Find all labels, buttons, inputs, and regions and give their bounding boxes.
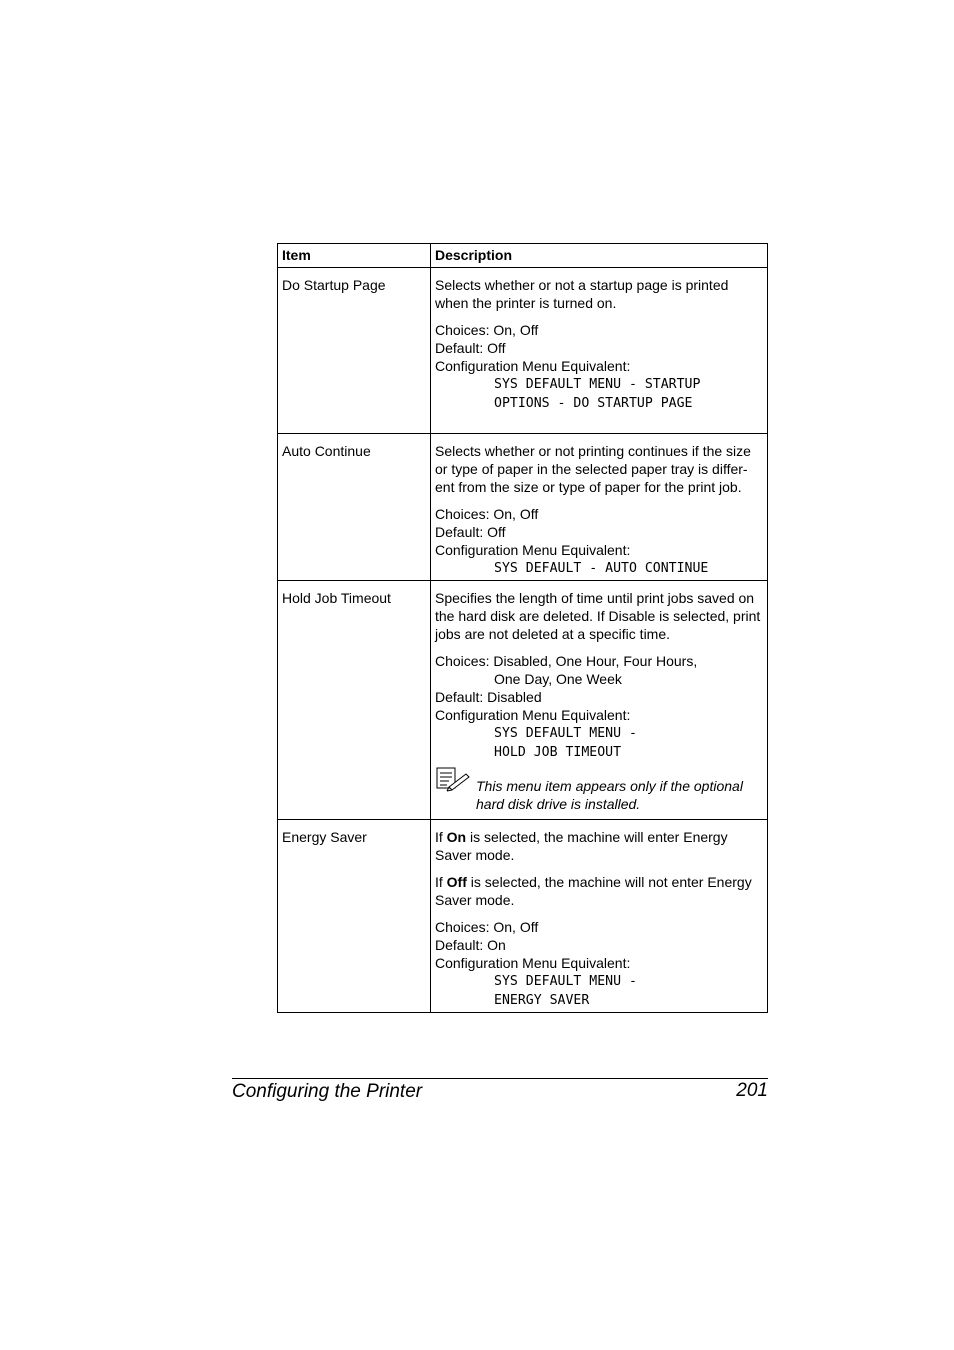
equivalent-label: Configuration Menu Equivalent: <box>435 955 631 971</box>
choices-continuation: One Day, One Week <box>494 671 622 687</box>
on-keyword: On <box>446 829 467 845</box>
row-item-name: Do Startup Page <box>278 268 431 434</box>
note-text: This menu item appears only if the optional hard disk drive is installed. <box>476 778 743 812</box>
description-settings <box>435 321 763 413</box>
description-settings <box>435 505 763 578</box>
on-suffix: is selected, the machine will enter Energy Saver mode. <box>435 829 728 863</box>
choices-text: Choices: Disabled, One Hour, Four Hours, <box>435 653 698 669</box>
menu-path-line: ENERGY SAVER <box>494 993 590 1008</box>
off-prefix: If <box>435 874 447 890</box>
row-item-name: Hold Job Timeout <box>278 581 431 820</box>
description-on <box>435 828 763 864</box>
default-text: Default: Off <box>435 340 506 356</box>
menu-settings-table <box>277 243 768 1013</box>
description-intro: Selects whether or not a startup page is printed when the printer is turned on. <box>435 277 729 311</box>
menu-path-line: SYS DEFAULT - AUTO CONTINUE <box>494 561 709 576</box>
menu-path-line: OPTIONS - DO STARTUP PAGE <box>494 396 693 411</box>
header-item: Item <box>278 244 431 268</box>
equivalent-label: Configuration Menu Equivalent: <box>435 358 631 374</box>
off-keyword: Off <box>446 874 467 890</box>
footer-rule <box>232 1078 768 1079</box>
menu-path-line: HOLD JOB TIMEOUT <box>494 745 622 760</box>
menu-path-line: SYS DEFAULT MENU - <box>494 726 637 741</box>
row-description <box>431 820 768 1013</box>
description-settings <box>435 918 763 1010</box>
table-row <box>278 268 768 434</box>
row-item-name: Auto Continue <box>278 434 431 581</box>
choices-text: Choices: On, Off <box>435 919 539 935</box>
default-text: Default: On <box>435 937 506 953</box>
footer-chapter-title: Configuring the Printer <box>232 1081 423 1102</box>
note-box <box>435 774 763 813</box>
on-prefix: If <box>435 829 447 845</box>
choices-text: Choices: On, Off <box>435 322 539 338</box>
menu-path-line: SYS DEFAULT MENU - <box>494 974 637 989</box>
table-row <box>278 820 768 1013</box>
equivalent-label: Configuration Menu Equivalent: <box>435 707 631 723</box>
default-text: Default: Off <box>435 524 506 540</box>
footer-page-number: 201 <box>736 1080 768 1101</box>
row-description <box>431 434 768 581</box>
row-description <box>431 581 768 820</box>
description-intro: Selects whether or not printing continues if the size or type of paper in the selected paper tray is differ-ent from the size or type of paper for the print job. <box>435 443 751 495</box>
description-intro: Specifies the length of time until print jobs saved on the hard disk are deleted. If Disable is selected, print jobs are not deleted at a specific time. <box>435 590 761 642</box>
note-pencil-icon <box>435 766 471 792</box>
choices-text: Choices: On, Off <box>435 506 539 522</box>
equivalent-label: Configuration Menu Equivalent: <box>435 542 631 558</box>
row-description <box>431 268 768 434</box>
menu-path-line: SYS DEFAULT MENU - STARTUP <box>494 377 701 392</box>
off-suffix: is selected, the machine will not enter Energy Saver mode. <box>435 874 752 908</box>
table-header-row <box>278 244 768 268</box>
table-row <box>278 434 768 581</box>
default-text: Default: Disabled <box>435 689 542 705</box>
row-item-name: Energy Saver <box>278 820 431 1013</box>
description-settings <box>435 652 763 762</box>
description-off <box>435 873 763 909</box>
table-row <box>278 581 768 820</box>
header-description: Description <box>431 244 768 268</box>
